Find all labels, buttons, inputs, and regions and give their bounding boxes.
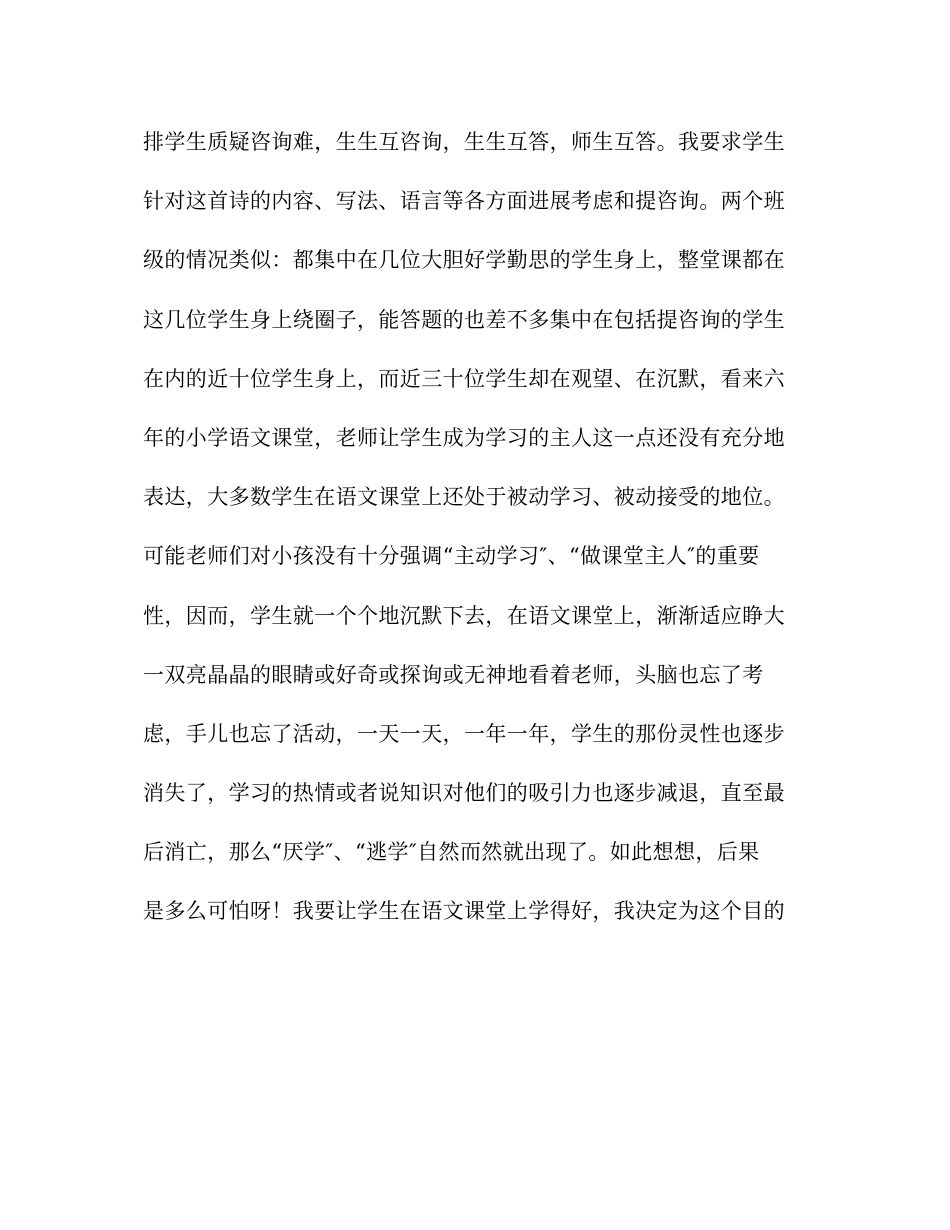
text-line: 排学生质疑咨询难，生生互咨询，生生互答，师生互答。我要求学生 xyxy=(143,130,785,154)
text-line: 是多么可怕呀！我要让学生在语文课堂上学得好，我决定为这个目的 xyxy=(143,899,785,924)
text-line: 后消亡，那么“厌学″、“逃学″自然而然就出现了。如此想想，后果 xyxy=(143,840,760,865)
text-line: 针对这首诗的内容、写法、语言等各方面进展考虑和提咨询。两个班 xyxy=(143,189,785,214)
text-line: 消失了，学习的热情或者说知识对他们的吸引力也逐步减退，直至最 xyxy=(143,781,785,806)
text-line: 这几位学生身上绕圈子，能答题的也差不多集中在包括提咨询的学生 xyxy=(143,307,785,332)
text-line: 在内的近十位学生身上，而近三十位学生却在观望、在沉默，看来六 xyxy=(143,366,785,391)
text-line: 虑，手儿也忘了活动，一天一天，一年一年，学生的那份灵性也逐步 xyxy=(143,721,785,746)
body-text xyxy=(143,122,823,951)
text-line: 性，因而，学生就一个个地沉默下去，在语文课堂上，渐渐适应睁大 xyxy=(143,603,785,628)
text-line: 级的情况类似：都集中在几位大胆好学勤思的学生身上，整堂课都在 xyxy=(143,248,785,273)
text-line: 可能老师们对小孩没有十分强调“主动学习″、“做课堂主人″的重要 xyxy=(143,544,760,569)
text-line: 一双亮晶晶的眼睛或好奇或探询或无神地看着老师，头脑也忘了考 xyxy=(143,662,764,687)
text-line: 表达，大多数学生在语文课堂上还处于被动学习、被动接受的地位。 xyxy=(143,485,785,510)
text-line: 年的小学语文课堂，老师让学生成为学习的主人这一点还没有充分地 xyxy=(143,425,785,450)
